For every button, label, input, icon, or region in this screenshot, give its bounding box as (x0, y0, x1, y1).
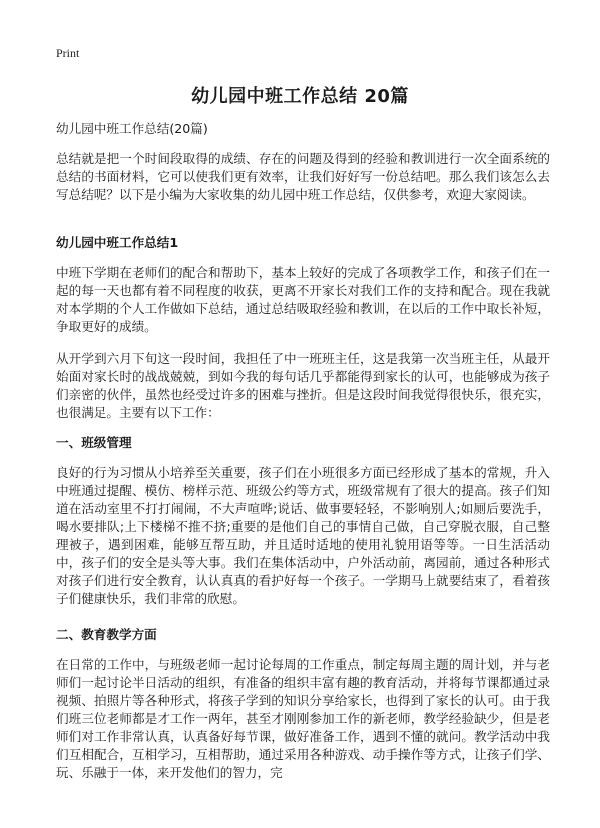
print-link[interactable]: Print (56, 46, 80, 60)
teaching-paragraph: 在日常的工作中，与班级老师一起讨论每周的工作重点，制定每周主题的周计划，并与老师们一起讨论半日活动的组织，有准备的组织丰富有趣的教育活动，并将每节课都通过录视频、拍照片等各种形式，将孩子学到的知识分享给家长，也得到了家长的认可。由于我们班三位老师都是才工作一两年，甚至才刚刚参加工作的新老师，教学经验缺少，但是老师们对工作非常认真，认真备好每节课，做好准备工作，遇到不懂的就问。教学活动中我们互相配合，互相学习，互相帮助，通过采用各种游戏、动手操作等方式，让孩子们学、玩、乐融于一体，来开发他们的智力，完 (56, 657, 550, 780)
document-subtitle: 幼儿园中班工作总结(20篇) (56, 121, 208, 136)
teaching-heading: 二、教育教学方面 (56, 627, 157, 642)
document-title: 幼儿园中班工作总结 20篇 (191, 86, 409, 107)
section-1-heading: 幼儿园中班工作总结1 (56, 235, 179, 250)
section-1-paragraph-2: 从开学到六月下旬这一段时间，我担任了中一班班主任，这是我第一次当班主任，从最开始面对家长时的战战兢兢，到如今我的每句话几乎都能得到家长的认可，也能够成为孩子们亲密的伙伴，虽然也经受过许多的困难与挫折。但是这段时间我觉得很快乐，很充实，也很满足。主要有以下工作： (56, 351, 550, 420)
intro-paragraph: 总结就是把一个时间段取得的成绩、存在的问题及得到的经验和教训进行一次全面系统的总结的书面材料，它可以使我们更有效率，让我们好好写一份总结吧。那么我们该怎么去写总结呢？以下是小编为大家收集的幼儿园中班工作总结，仅供参考，欢迎大家阅读。 (56, 151, 550, 202)
class-management-heading: 一、班级管理 (56, 435, 132, 450)
class-management-paragraph: 良好的行为习惯从小培养至关重要，孩子们在小班很多方面已经形成了基本的常规，升入中班通过提醒、模仿、榜样示范、班级公约等方式，班级常规有了很大的提高。孩子们知道在活动室里不打打闹闹，不大声喧哗;说话、做事要轻轻，不影响别人;如厕后要洗手，喝水要排队;上下楼梯不推不挤;重要的是他们自己的事情自己做，自己穿脱衣服，自己整理被子，遇到困难，能够互帮互助，并且适时适地的使用礼貌用语等等。一日生活活动中，孩子们的安全是头等大事。我们在集体活动中，户外活动前，离园前，通过各种形式对孩子们进行安全教育，认认真真的看护好每一个孩子。一学期马上就要结束了，看着孩子们健康快乐，我们非常的欣慰。 (56, 465, 550, 606)
section-1-paragraph-1: 中班下学期在老师们的配合和帮助下，基本上较好的完成了各项教学工作，和孩子们在一起的每一天也都有着不同程度的收获，更离不开家长对我们工作的支持和配合。现在我就对本学期的个人工作做如下总结，通过总结吸取经验和教训，在以后的工作中取长补短，争取更好的成绩。 (56, 265, 550, 334)
